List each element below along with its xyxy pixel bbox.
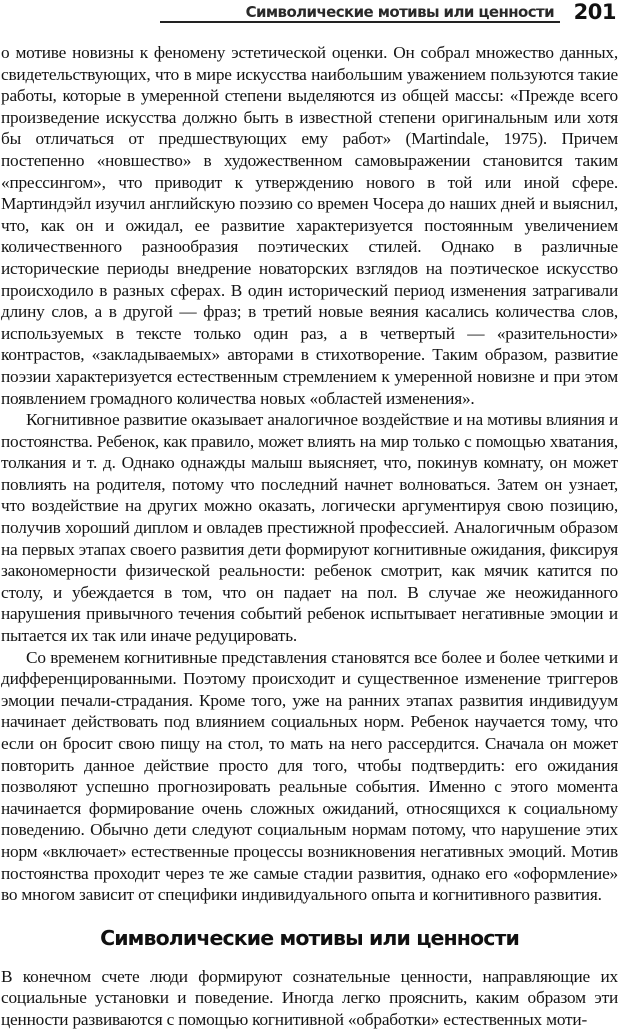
body-text: [1, 42, 618, 1031]
section-heading: Символические мотивы или ценности: [100, 925, 519, 950]
running-title: Символические мотивы или ценности: [245, 3, 554, 21]
paragraph: Когнитивное развитие оказывает аналогичное воздействие и на мотивы влияния и постоянства. Ребенок, как правило, может влиять на мир только с помощью хватания, толкания и т. д. Однако однажды малыш выясняет, что, покинув комнату, он может повлиять на родителя, потому что последний начнет волноваться. Затем он узнает, что воздействие на других можно оказать, логически аргументируя свою позицию, получив хороший диплом и овладев престижной профессией. Аналогичным образом на первых этапах своего развития дети формируют когнитивные ожидания, фиксируя закономерности физической реальности: ребенок смотрит, как мячик катится по столу, и убеждается в том, что он падает на пол. В случае же неожиданного нарушения привычного течения событий ребенок испытывает негативные эмоции и пытается их так или иначе редуцировать.: [1, 410, 618, 646]
section-paragraph: В конечном счете люди формируют сознательные ценности, направляющие их социальные установки и поведение. Иногда легко прояснить, каким образом эти ценности развиваются с помощью когнитивной «обработки» естественных моти-: [1, 966, 618, 1029]
running-header: [160, 0, 620, 30]
paragraph-continued: о мотиве новизны к феномену эстетической оценки. Он собрал множество данных, свидетельствующих, что в мире искусства наибольшим уважением пользуются такие работы, которые в умеренной степени выделяются из общей массы: «Прежде всего произведение искусства должно быть в известной степени оригинальным или хотя бы отличаться от предшествующих ему работ» (Martindale, 1975). Причем постепенно «новшество» в художественном самовыражении становится таким «прессингом», что приводит к утверждению нового в той или иной сфере. Мартиндэйл изучил английскую поэзию со времен Чосера до наших дней и выяснил, что, как он и ожидал, ее развитие характеризуется постоянным увеличением количественного разнообразия поэтических стилей. Однако в различные исторические периоды внедрение новаторских взглядов на поэтическое искусство происходило в разных сферах. В один исторический период изменения затрагивали длину слов, а в другой — фраз; в третий новые веяния касались количества слов, используемых в тексте только один раз, а в четвертый — «разительности» контрастов, «закладываемых» авторами в стихотворение. Таким образом, развитие поэзии характеризуется естественным стремлением к умеренной новизне и при этом появлением громадного количества новых «областей изменения».: [1, 43, 618, 408]
paragraph: Со временем когнитивные представления становятся все более и более четкими и дифференцированными. Поэтому происходит и существенное изменение триггеров эмоции печали-страдания. Кроме того, уже на ранних этапах развития индивидуум начинает действовать под влиянием социальных норм. Ребенок научается тому, что если он бросит свою пищу на стол, то мать на него рассердится. Сначала он может повторить данное действие просто для того, чтобы подтвердить: его ожидания позволяют успешно прогнозировать реальные события. Именно с этого момента начинается формирование очень сложных ожиданий, относящихся к социальному поведению. Обычно дети следуют социальным нормам потому, что нарушение этих норм «включает» естественные процессы возникновения негативных эмоций. Мотив постоянства проходит через те же самые стадии развития, однако его «оформление» во многом зависит от специфики индивидуального опыта и когнитивного развития.: [1, 647, 618, 905]
header-rule: [160, 21, 560, 23]
page-number: 201: [573, 0, 616, 24]
